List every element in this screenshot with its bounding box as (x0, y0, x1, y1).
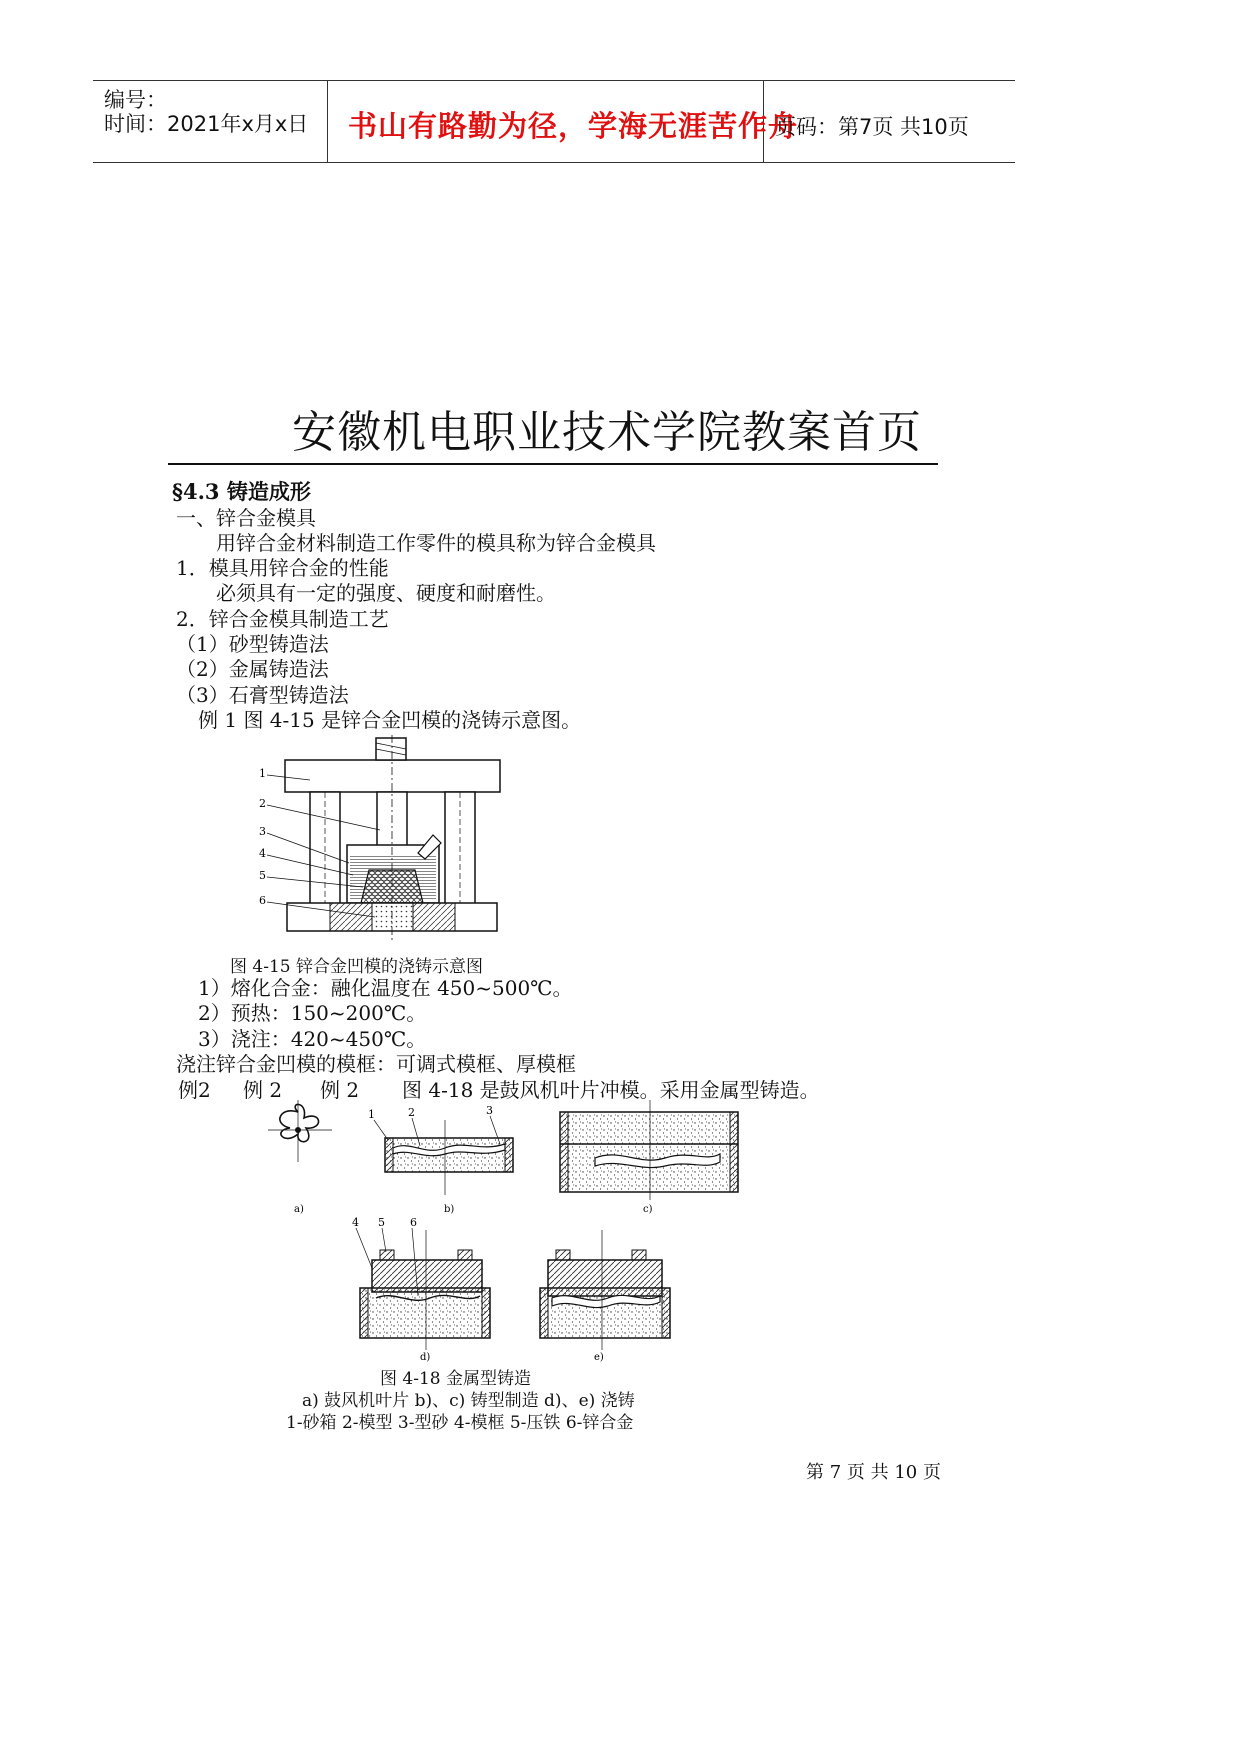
fig2-sub-b: b) (444, 1204, 455, 1215)
figure-4-15-diagram (255, 735, 515, 945)
frame-line: 浇注锌合金凹模的模框：可调式模框、厚模框 (176, 1052, 576, 1076)
fig1-label-4: 4 (259, 847, 266, 860)
header-motto: 书山有路勤为径，学海无涯苦作舟 (348, 109, 799, 143)
fig2-a-fan-blade (268, 1100, 332, 1162)
fig2-c-mold (560, 1100, 738, 1200)
header-bottom-rule (93, 162, 1015, 163)
header-top-rule (93, 80, 1015, 81)
example2-label-b: 例 2 (243, 1078, 283, 1102)
example2-label-a: 例2 (178, 1078, 211, 1102)
fig2-sub-a: a) (294, 1204, 304, 1215)
fig2-part-1: 1 (368, 1108, 375, 1121)
fig1-label-5: 5 (259, 869, 266, 882)
body-line-2: 用锌合金材料制造工作零件的模具称为锌合金模具 (216, 531, 656, 555)
example2-text: 图 4-18 是鼓风机叶片冲模。采用金属型铸造。 (402, 1078, 820, 1102)
fig1-label-6: 6 (259, 894, 266, 907)
step-3: 3）浇注：420~450℃。 (198, 1027, 427, 1051)
figure-4-18-caption: 图 4-18 金属型铸造 (380, 1369, 531, 1389)
page-footer: 第 7 页 共 10 页 (806, 1462, 941, 1483)
fig2-b-mold (385, 1120, 513, 1195)
body-line-4: 必须具有一定的强度、硬度和耐磨性。 (216, 581, 556, 605)
fig1-label-2: 2 (259, 797, 266, 810)
fig2-e-casting (540, 1230, 670, 1350)
fig2-part-6: 6 (410, 1216, 417, 1229)
body-line-8: （3）石膏型铸造法 (176, 683, 349, 707)
header-divider-left (327, 80, 328, 163)
body-line-1: 一、锌合金模具 (176, 506, 316, 530)
title-underline (168, 463, 938, 465)
fig2-part-4: 4 (352, 1216, 359, 1229)
fig1-label-1: 1 (259, 767, 266, 780)
fig2-part-2: 2 (408, 1106, 415, 1119)
body-line-5: 2．锌合金模具制造工艺 (176, 607, 389, 631)
step-1: 1）熔化合金：融化温度在 450~500℃。 (198, 976, 573, 1000)
body-line-9: 例 1 图 4-15 是锌合金凹模的浇铸示意图。 (198, 708, 582, 732)
fig2-part-5: 5 (378, 1216, 385, 1229)
figure-4-18-caption-line2: a) 鼓风机叶片 b)、c) 铸型制造 d)、e) 浇铸 (302, 1391, 635, 1411)
section-heading: §4.3 铸造成形 (172, 479, 311, 504)
fig2-sub-d: d) (420, 1352, 431, 1363)
fig2-sub-e: e) (594, 1352, 604, 1363)
header-page-label: 页码：第7页 共10页 (775, 115, 969, 139)
fig2-d-casting (360, 1230, 490, 1350)
figure-4-18-caption-line3: 1-砂箱 2-模型 3-型砂 4-模框 5-压铁 6-锌合金 (286, 1413, 634, 1433)
header-number-label: 编号： (104, 88, 167, 112)
example2-label-c: 例 2 (320, 1078, 360, 1102)
figure-4-18-diagram (260, 1100, 750, 1365)
page-title: 安徽机电职业技术学院教案首页 (292, 407, 922, 458)
body-line-7: （2）金属铸造法 (176, 657, 329, 681)
body-line-3: 1．模具用锌合金的性能 (176, 556, 389, 580)
body-line-6: （1）砂型铸造法 (176, 632, 329, 656)
fig1-label-3: 3 (259, 825, 266, 838)
fig2-sub-c: c) (643, 1204, 653, 1215)
header-time-label: 时间：2021年x月x日 (104, 112, 309, 136)
figure-4-15-caption: 图 4-15 锌合金凹模的浇铸示意图 (230, 957, 483, 977)
fig2-part-3: 3 (486, 1104, 493, 1117)
step-2: 2）预热：150~200℃。 (198, 1001, 427, 1025)
